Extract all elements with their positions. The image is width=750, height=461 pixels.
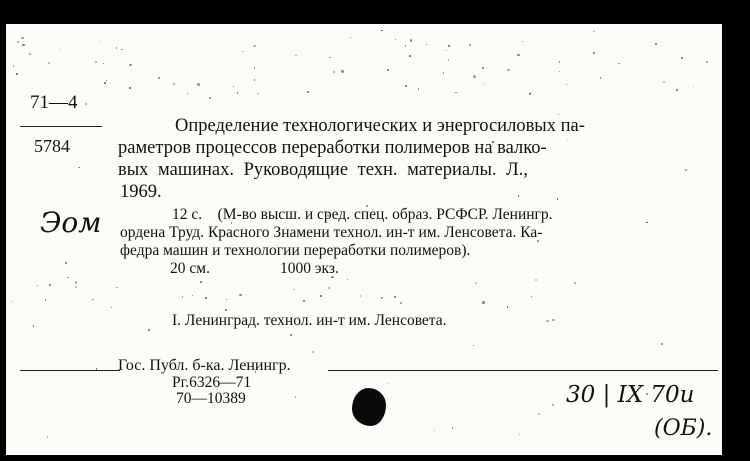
speckle bbox=[104, 82, 106, 84]
speckle bbox=[530, 92, 531, 93]
speckle bbox=[106, 310, 107, 311]
speckle bbox=[226, 299, 227, 300]
speckle bbox=[92, 299, 94, 301]
speckle bbox=[381, 30, 382, 31]
speckle bbox=[121, 49, 122, 50]
speckle bbox=[558, 114, 559, 115]
speckle bbox=[103, 63, 104, 64]
bottom-rule-left bbox=[20, 370, 120, 371]
speckle bbox=[405, 45, 407, 47]
speckle bbox=[341, 70, 343, 72]
speckle bbox=[646, 222, 648, 224]
ink-blot bbox=[352, 388, 386, 426]
speckle bbox=[347, 279, 348, 280]
size-text: 20 см. bbox=[170, 260, 210, 277]
speckle bbox=[49, 284, 51, 286]
speckle bbox=[350, 37, 351, 38]
speckle bbox=[22, 44, 25, 47]
speckle bbox=[225, 309, 228, 312]
speckle bbox=[205, 297, 207, 299]
speckle bbox=[469, 44, 471, 46]
speckle bbox=[455, 92, 457, 94]
speckle bbox=[48, 62, 50, 64]
speckle bbox=[360, 295, 361, 296]
speckle bbox=[45, 299, 46, 300]
main-entry-line-4: 1969. bbox=[120, 182, 162, 202]
library-stamp: Гос. Публ. б-ка. Ленингр. bbox=[118, 357, 291, 374]
speckle bbox=[158, 77, 160, 79]
speckle bbox=[552, 319, 554, 321]
description-line-3: федра машин и технологии переработки полимеров). bbox=[120, 242, 471, 259]
speckle bbox=[473, 345, 475, 347]
speckle bbox=[303, 300, 305, 302]
speckle bbox=[448, 45, 451, 48]
call-number-bottom: 5784 bbox=[34, 136, 70, 156]
speckle bbox=[329, 57, 330, 58]
speckle bbox=[333, 71, 335, 73]
speckle bbox=[16, 73, 19, 76]
speckle bbox=[192, 295, 193, 296]
speckle bbox=[538, 413, 540, 415]
speckle bbox=[409, 55, 411, 57]
speckle bbox=[381, 297, 383, 299]
speckle bbox=[395, 39, 396, 40]
speckle bbox=[546, 320, 548, 322]
speckle bbox=[75, 286, 77, 288]
speckle bbox=[484, 84, 485, 85]
speckle bbox=[95, 61, 97, 63]
speckle bbox=[99, 41, 100, 42]
speckle bbox=[531, 296, 532, 297]
registration-number-1: Рг.6326—71 bbox=[172, 374, 252, 391]
speckle bbox=[566, 84, 568, 86]
call-number-divider bbox=[20, 126, 102, 127]
main-entry-line-3: вых машинах. Руководящие техн. материалы. Л., bbox=[118, 160, 528, 180]
speckle bbox=[21, 37, 23, 39]
speckle bbox=[685, 169, 687, 171]
speckle bbox=[111, 307, 112, 308]
speckle bbox=[29, 53, 31, 55]
speckle bbox=[17, 41, 19, 43]
speckle bbox=[475, 282, 477, 284]
speckle bbox=[559, 71, 560, 72]
speckle bbox=[78, 167, 79, 168]
handwritten-left-note: Эом bbox=[40, 206, 102, 239]
speckle bbox=[388, 383, 389, 384]
speckle bbox=[482, 301, 484, 303]
speckle bbox=[129, 87, 131, 89]
handwritten-date-note: 30 | IX 70и bbox=[566, 382, 695, 408]
speckle bbox=[85, 103, 87, 105]
speckle bbox=[394, 296, 396, 298]
speckle bbox=[12, 301, 13, 302]
speckle bbox=[293, 289, 294, 290]
speckle bbox=[473, 75, 476, 78]
subject-heading: I. Ленинград. технол. ин-т им. Ленсовета. bbox=[172, 312, 447, 329]
speckle bbox=[507, 69, 509, 71]
speckle bbox=[448, 59, 450, 61]
speckle bbox=[129, 64, 131, 66]
speckle bbox=[519, 434, 520, 435]
main-entry-line-2: раметров процессов переработки полимеров на валко- bbox=[118, 138, 547, 158]
speckle bbox=[254, 79, 255, 80]
speckle bbox=[182, 296, 183, 297]
speckle bbox=[593, 52, 595, 54]
speckle bbox=[187, 93, 189, 95]
speckle bbox=[418, 88, 420, 90]
speckle bbox=[446, 50, 447, 51]
speckle bbox=[295, 396, 297, 398]
speckle bbox=[507, 306, 508, 307]
speckle bbox=[522, 41, 523, 42]
speckle bbox=[405, 85, 407, 87]
speckle bbox=[312, 351, 314, 353]
description-line-1: 12 с. (М-во высш. и сред. спец. образ. РСФСР. Ленингр. bbox=[172, 206, 553, 223]
speckle bbox=[567, 140, 568, 141]
speckle bbox=[37, 285, 39, 287]
speckle bbox=[290, 334, 292, 336]
speckle bbox=[13, 65, 14, 66]
catalog-card bbox=[6, 24, 722, 455]
speckle bbox=[233, 86, 234, 87]
speckle bbox=[482, 67, 483, 68]
speckle bbox=[116, 287, 118, 289]
speckle bbox=[400, 302, 402, 304]
speckle bbox=[197, 83, 200, 86]
speckle bbox=[618, 63, 620, 65]
speckle bbox=[410, 39, 412, 41]
speckle bbox=[452, 427, 453, 428]
speckle bbox=[693, 86, 694, 87]
speckle bbox=[254, 67, 256, 69]
speckle bbox=[593, 31, 594, 32]
speckle bbox=[517, 54, 519, 56]
speckle bbox=[67, 277, 69, 279]
speckle bbox=[65, 262, 67, 264]
description-line-2: ордена Труд. Красного Знамени технол. ин-т им. Ленсовета. Ка- bbox=[120, 224, 543, 241]
speckle bbox=[209, 97, 211, 99]
speckle bbox=[681, 57, 683, 59]
speckle bbox=[434, 430, 435, 431]
speckle bbox=[239, 294, 242, 297]
speckle bbox=[253, 45, 255, 47]
speckle bbox=[106, 80, 107, 81]
speckle bbox=[706, 61, 708, 63]
speckle bbox=[320, 295, 322, 297]
speckle bbox=[295, 55, 296, 56]
registration-number-2: 70—10389 bbox=[176, 390, 246, 407]
speckle bbox=[426, 44, 427, 45]
speckle bbox=[574, 282, 577, 285]
speckle bbox=[655, 43, 657, 45]
call-number-top: 71—4 bbox=[30, 92, 78, 113]
speckle bbox=[535, 279, 537, 281]
scan-edge-right bbox=[722, 24, 750, 461]
bottom-rule-right bbox=[328, 370, 718, 371]
speckle bbox=[173, 83, 175, 85]
speckle bbox=[443, 72, 444, 73]
speckle bbox=[47, 436, 48, 437]
speckle bbox=[257, 93, 259, 95]
speckle bbox=[529, 93, 531, 95]
speckle bbox=[116, 47, 117, 48]
speckle bbox=[676, 89, 677, 90]
speckle bbox=[328, 287, 330, 289]
speckle bbox=[557, 198, 558, 199]
speckle bbox=[663, 81, 665, 83]
speckle bbox=[242, 51, 243, 52]
speckle bbox=[387, 69, 389, 71]
speckle bbox=[552, 404, 554, 406]
speckle bbox=[148, 329, 150, 331]
handwritten-code-note: (ОБ). bbox=[654, 416, 713, 441]
speckle bbox=[518, 195, 519, 196]
speckle bbox=[237, 92, 239, 94]
speckle bbox=[307, 91, 309, 93]
speckle bbox=[75, 281, 78, 284]
speckle bbox=[559, 61, 560, 62]
speckle bbox=[661, 343, 664, 346]
speckle bbox=[33, 325, 35, 327]
speckle bbox=[600, 77, 601, 78]
speckle bbox=[60, 49, 61, 50]
main-entry-line-1: Определение технологических и энергосиловых па- bbox=[175, 116, 585, 136]
speckle bbox=[200, 281, 202, 283]
copies-text: 1000 экз. bbox=[280, 260, 339, 277]
